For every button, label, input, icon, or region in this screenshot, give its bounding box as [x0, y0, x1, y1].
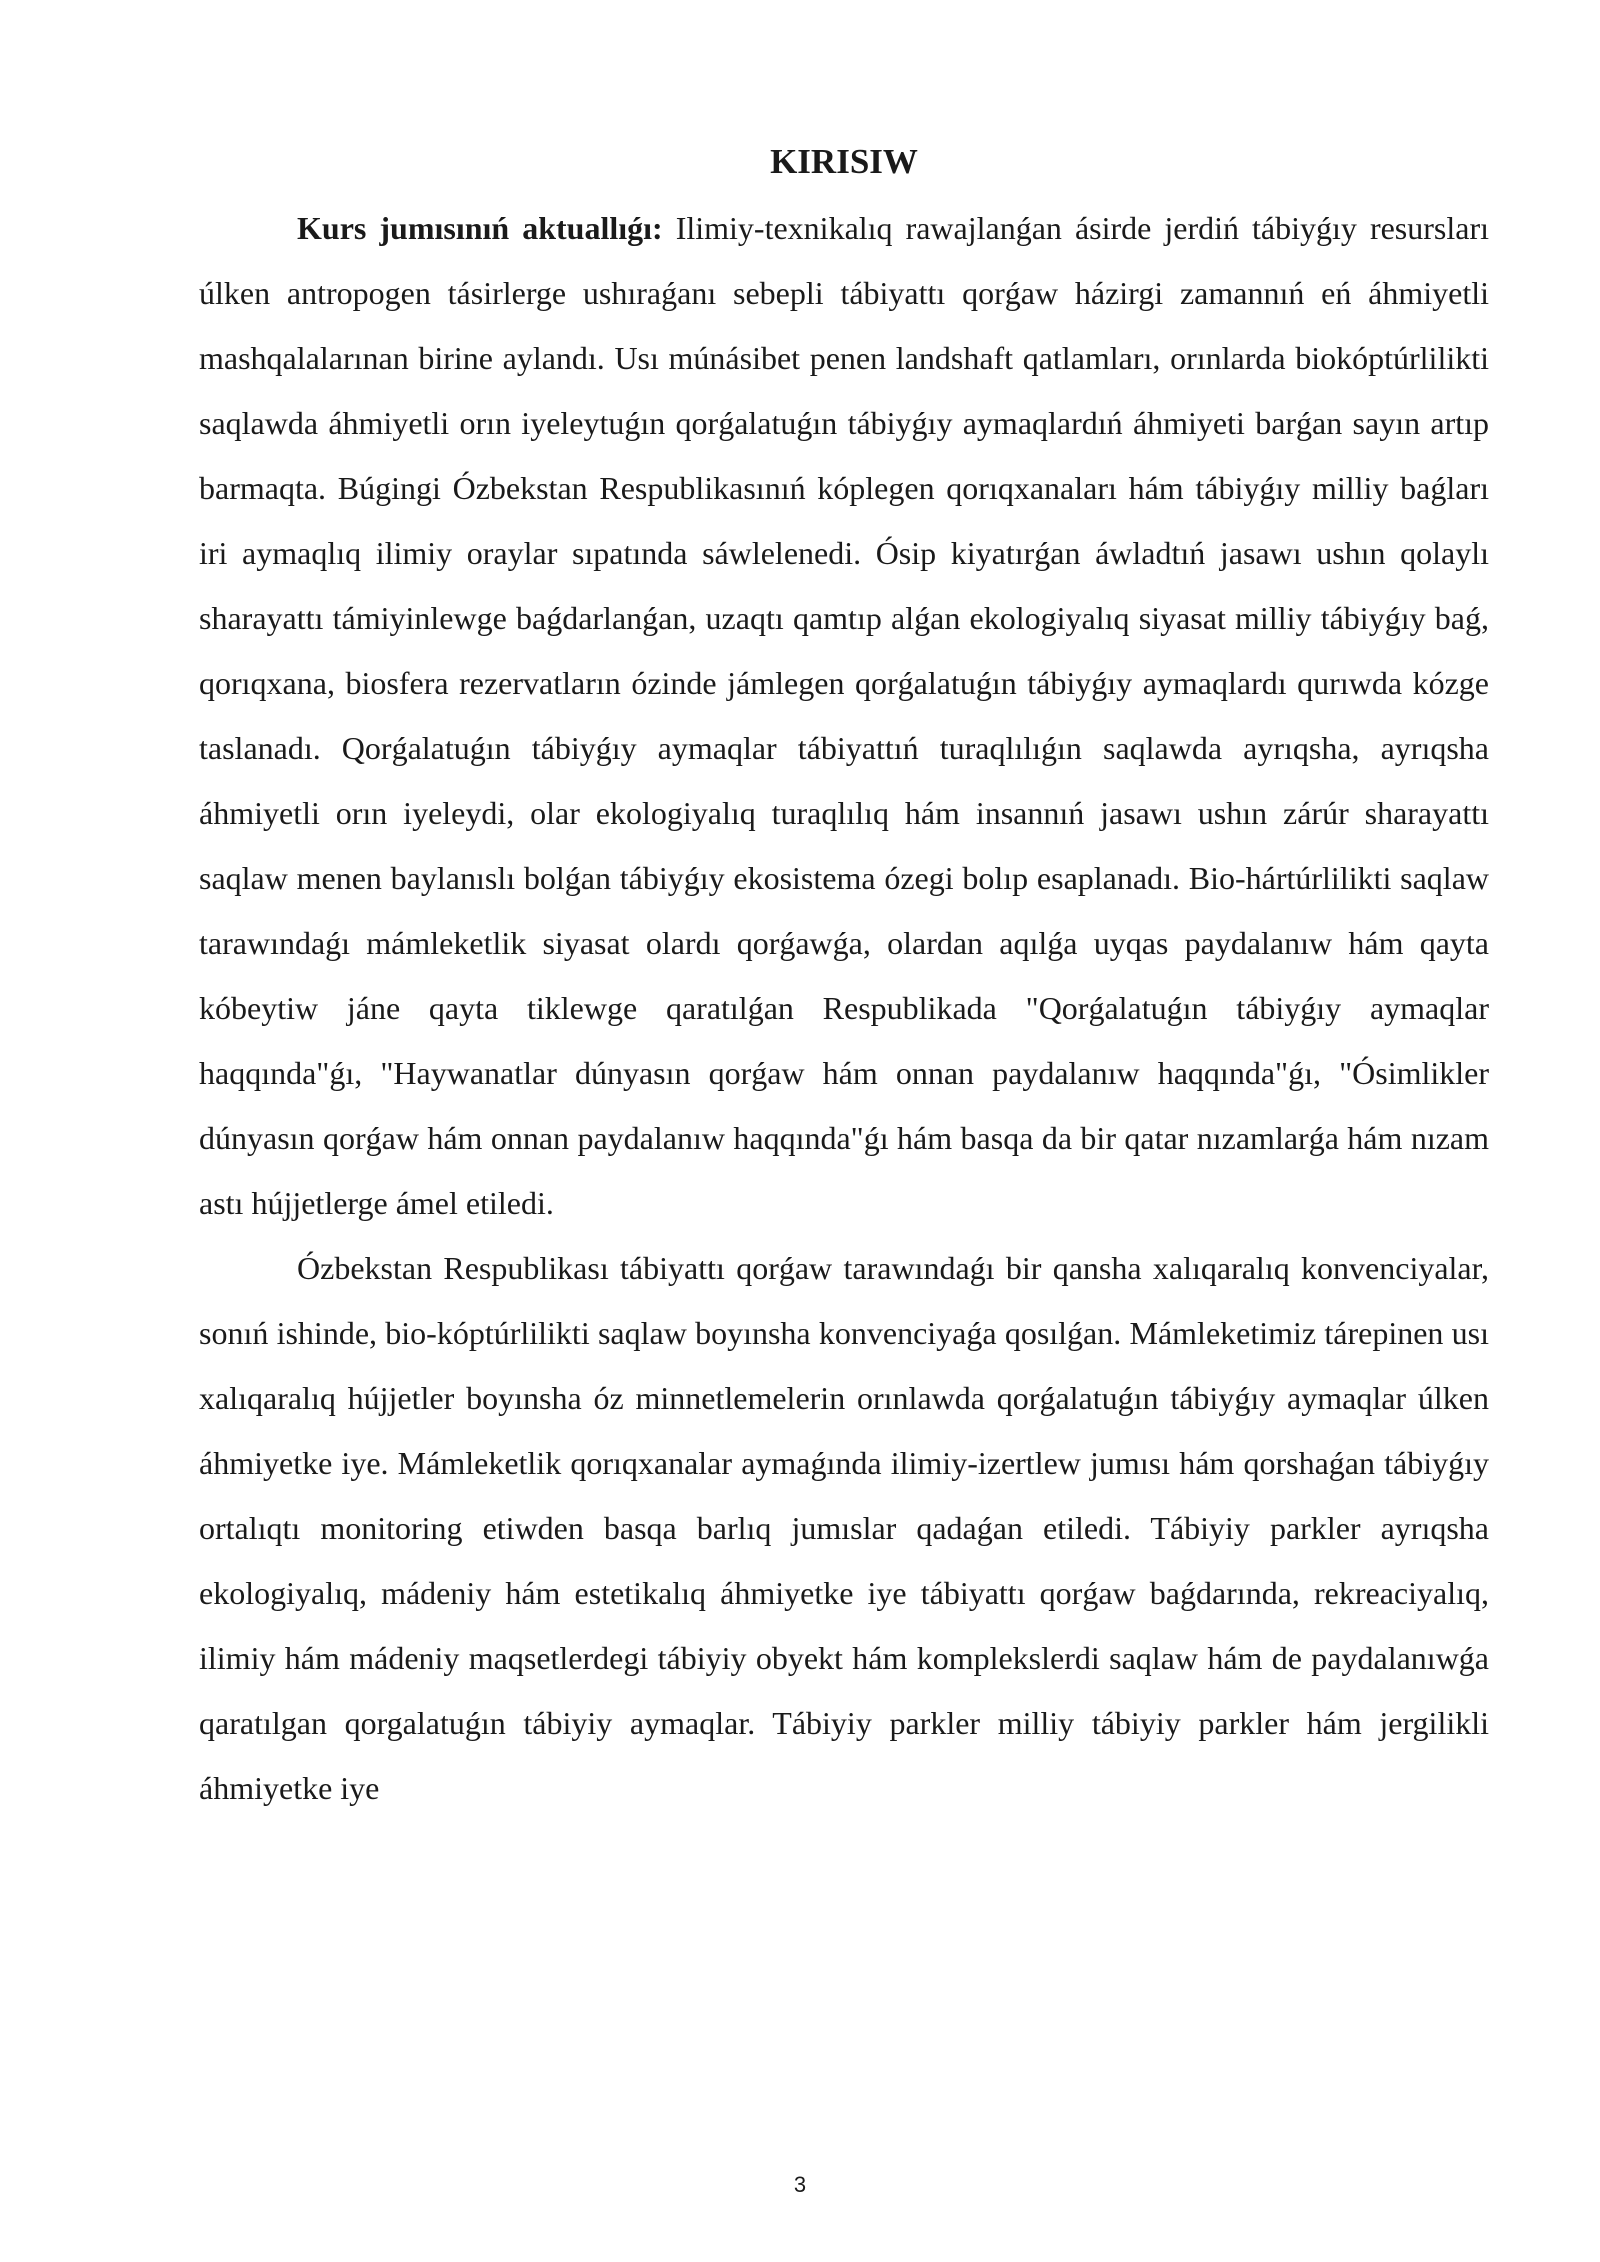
- paragraph-conventions: [199, 1236, 1489, 1821]
- document-body: [199, 196, 1489, 1821]
- page-number: 3: [793, 2172, 807, 2197]
- paragraph-lead: Kurs jumısınıń aktuallıǵı:: [297, 210, 663, 246]
- document-title: KIRISIW: [770, 142, 918, 181]
- paragraph-text: Ózbekstan Respublikası tábiyattı qorǵaw tarawındaǵı bir qansha xalıqaralıq konvenciyalar, sonıń ishinde, bio-kóptúrlilikti saqlaw boyınsha konvenciyaǵa qosılǵan. Mámleketimiz tárepinen usı xalıqaralıq hújjetler boyınsha óz minnetlemelerin orınlawda qorǵalatuǵın tábiyǵıy aymaqlar úlken áhmiyetke iye. Mámleketlik qorıqxanalar aymaǵında ilimiy-izertlew jumısı hám qorshaǵan tábiyǵıy ortalıqtı monitoring etiwden basqa barlıq jumıslar qadaǵan etiledi. Tábiyiy parkler ayrıqsha ekologiyalıq, mádeniy hám estetikalıq áhmiyetke iye tábiyattı qorǵaw baǵdarında, rekreaciyalıq, ilimiy hám mádeniy maqsetlerdegi tábiyiy obyekt hám komplekslerdi saqlaw hám de paydalanıwǵa qaratılgan qorgalatuǵın tábiyiy aymaqlar. Tábiyiy parkler milliy tábiyiy parkler hám jergilikli áhmiyetke iye: [199, 1250, 1489, 1806]
- paragraph-text: Ilimiy-texnikalıq rawajlanǵan ásirde jerdiń tábiyǵıy resursları úlken antropogen tásirlerge ushıraǵanı sebepli tábiyattı qorǵaw házirgi zamannıń eń áhmiyetli mashqalalarınan birine aylandı. Usı múnásibet penen landshaft qatlamları, orınlarda biokóptúrlilikti saqlawda áhmiyetli orın iyeleytuǵın qorǵalatuǵın tábiyǵıy aymaqlardıń áhmiyeti barǵan sayın artıp barmaqta. Búgingi Ózbekstan Respublikasınıń kóplegen qorıqxanaları hám tábiyǵıy milliy baǵları iri aymaqlıq ilimiy oraylar sıpatında sáwlelenedi. Ósip kiyatırǵan áwladtıń jasawı ushın qolaylı sharayattı támiyinlewge baǵdarlanǵan, uzaqtı qamtıp alǵan ekologiyalıq siyasat milliy tábiyǵıy baǵ, qorıqxana, biosfera rezervatların ózinde jámlegen qorǵalatuǵın tábiyǵıy aymaqlardı qurıwda kózge taslanadı. Qorǵalatuǵın tábiyǵıy aymaqlar tábiyattıń turaqlılıǵın saqlawda ayrıqsha, ayrıqsha áhmiyetli orın iyeleydi, olar ekologiyalıq turaqlılıq hám insannıń jasawı ushın zárúr sharayattı saqlaw menen baylanıslı bolǵan tábiyǵıy ekosistema ózegi bolıp esaplanadı. Bio-hártúrlilikti saqlaw tarawındaǵı mámleketlik siyasat olardı qorǵawǵa, olardan aqılǵa uyqas paydalanıw hám qayta kóbeytiw jáne qayta tiklewge qaratılǵan Respublikada "Qorǵalatuǵın tábiyǵıy aymaqlar haqqında"ǵı, "Haywanatlar dúnyasın qorǵaw hám onnan paydalanıw haqqında"ǵı, "Ósimlikler dúnyasın qorǵaw hám onnan paydalanıw haqqında"ǵı hám basqa da bir qatar nızamlarǵa hám nızam astı hújjetlerge ámel etiledi.: [199, 210, 1490, 1221]
- paragraph-actuality: [199, 196, 1489, 1236]
